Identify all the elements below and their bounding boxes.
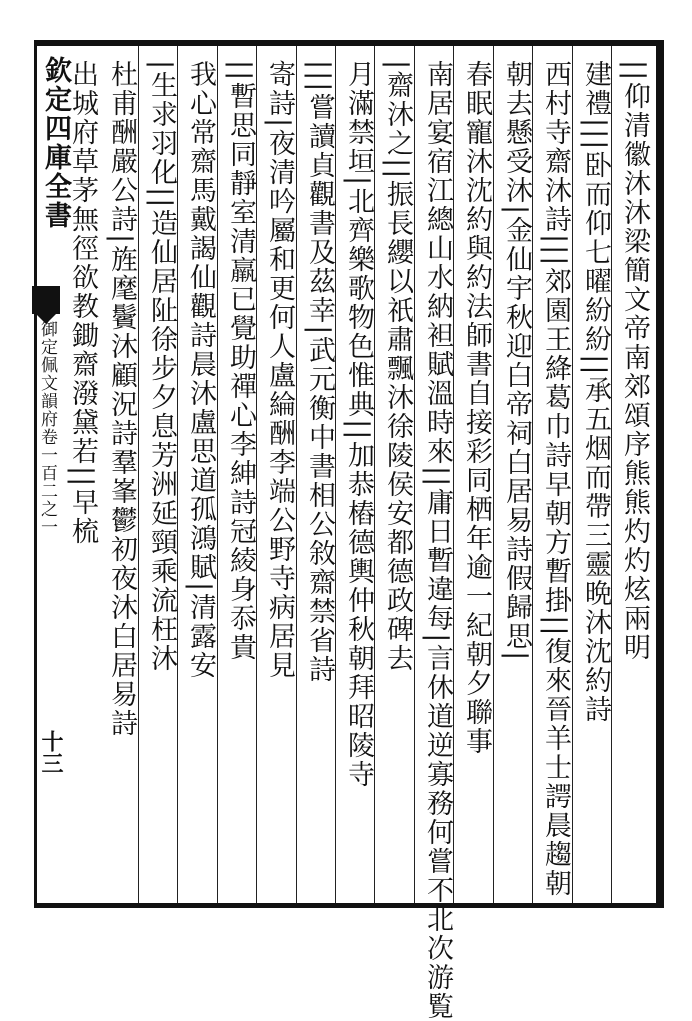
frame-bottom-border	[34, 903, 664, 908]
frame-right-border	[656, 40, 664, 908]
margin-column	[40, 56, 71, 230]
text-column-1: ||仰清徽沐沐梁簡文帝南郊頌序熊熊灼灼炫兩明	[619, 60, 650, 663]
text-column-13: |生求羽化||造仙居阯徐步夕息芳洲延頸乘流枉沐	[146, 60, 177, 674]
fish-tail-mark-icon	[32, 286, 60, 314]
text-column-7: |齋沐之||振長纓以祇肅飄沐徐陵侯安都德政碑去	[382, 60, 413, 674]
text-column-9: |||嘗讀貞觀書及茲幸|武元衡中書相公敘齋禁省詩	[304, 60, 335, 685]
text-column-8: 月滿禁垣|北齊樂歌物色惟典||加恭樁德輿仲秋朝拜昭陵寺	[343, 60, 374, 790]
text-column-15: 出城府草茅無徑欲教鋤齋潑黛若||早梳	[67, 60, 98, 547]
frame-top-border	[34, 40, 664, 46]
section-title: 御定佩文韻府卷一百二之一	[37, 320, 57, 536]
text-column-4: 朝去懸受沐|金仙宇秋迎白帝祠白居易詩假歸思|	[501, 60, 532, 663]
text-column-2: 建禮|||卧而仰七曜紛紛||承五烟而帶三靈晩沐沈約詩	[580, 60, 611, 725]
text-column-6: 南居宴宿江總山水納袒賦溫時來||庸日暫違每|言休道逆寡務何嘗不北次游覧	[422, 60, 453, 1021]
text-column-14: 杜甫酬嚴公詩|旌麾鬢沐顧況詩羣峯鬱初夜沐白居易詩	[106, 60, 137, 739]
text-column-11: ||暫思同靜室清羸已覺助禪心李紳詩冠綾身忝貴	[225, 60, 256, 663]
text-column-5: 春眠寵沐沈約與約法師書自接彩同栖年逾一紀朝夕聯事	[461, 60, 492, 756]
text-column-3: 西村寺齋沐詩|||郊園王絳葛巾詩早朝方暫掛||復來晉羊士諤晨趨朝	[540, 60, 571, 899]
text-column-10: 寄詩|夜清吟屬和更何人盧綸酬李端公野寺病居見	[264, 60, 295, 681]
book-title: 欽定四庫全書	[40, 56, 71, 230]
text-column-12: 我心常齋馬戴謁仙觀詩晨沐盧思道孤鴻賦|清露安	[185, 60, 216, 681]
page-number: 十三	[38, 730, 64, 774]
